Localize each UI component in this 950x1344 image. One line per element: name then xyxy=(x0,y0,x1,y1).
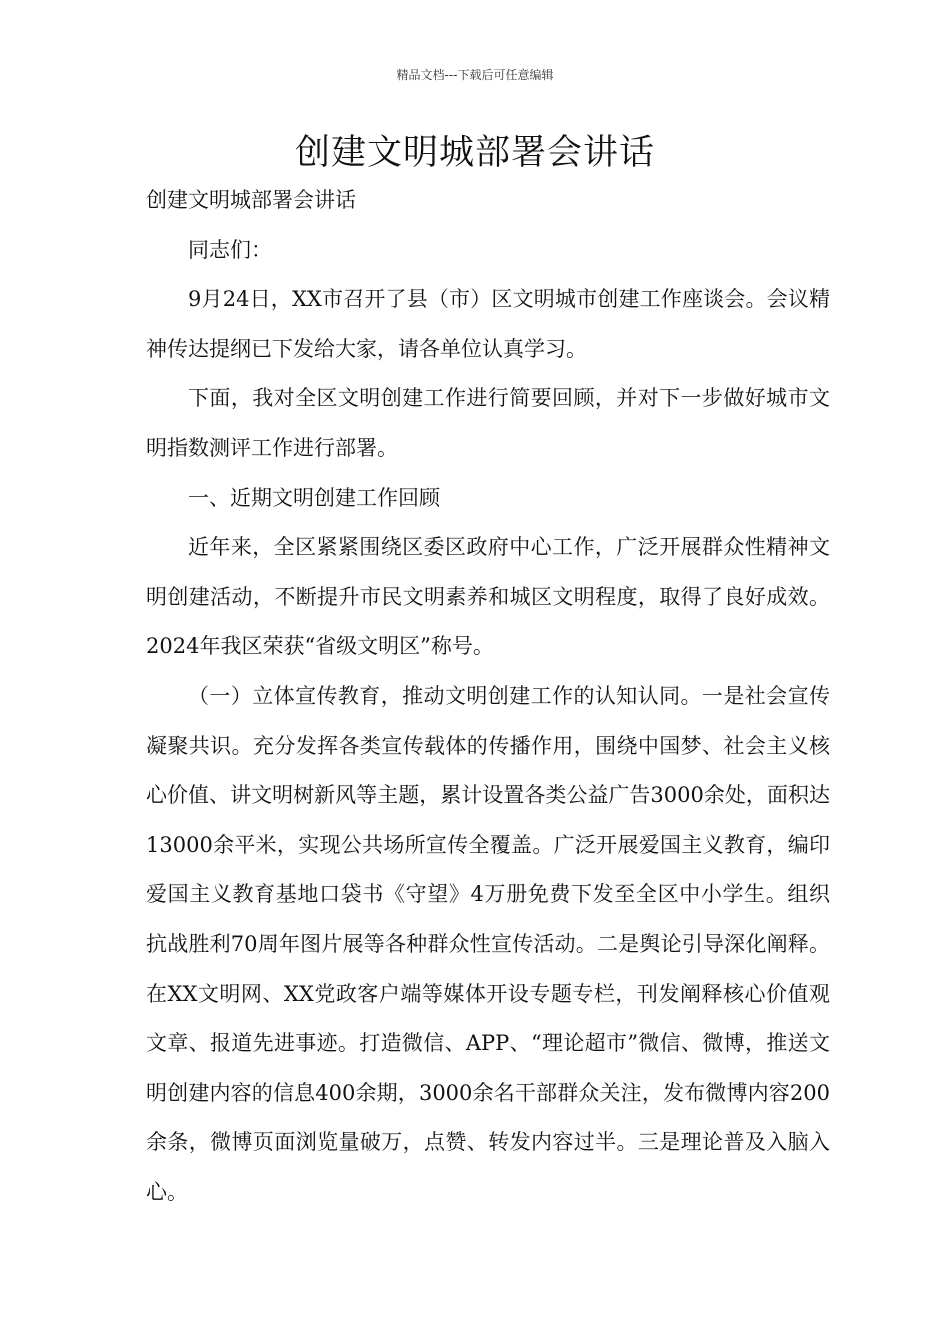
document-body xyxy=(146,176,830,1217)
paragraph: （一）立体宣传教育，推动文明创建工作的认知认同。一是社会宣传凝聚共识。充分发挥各类宣传载体的传播作用，围绕中国梦、社会主义核心价值、讲文明树新风等主题，累计设置各类公益广告3000余处，面积达13000余平米，实现公共场所宣传全覆盖。广泛开展爱国主义教育，编印爱国主义教育基地口袋书《守望》4万册免费下发至全区中小学生。组织抗战胜利70周年图片展等各种群众性宣传活动。二是舆论引导深化阐释。在XX文明网、XX党政客户端等媒体开设专题专栏，刊发阐释核心价值观文章、报道先进事迹。打造微信、APP、“理论超市”微信、微博，推送文明创建内容的信息400余期，3000余名干部群众关注，发布微博内容200余条，微博页面浏览量破万，点赞、转发内容过半。三是理论普及入脑入心。 xyxy=(146,683,830,1204)
paragraph-salutation: 同志们： xyxy=(188,237,272,262)
paragraph: 近年来，全区紧紧围绕区委区政府中心工作，广泛开展群众性精神文明创建活动，不断提升市民文明素养和城区文明程度，取得了良好成效。2024年我区荣获“省级文明区”称号。 xyxy=(146,535,830,659)
paragraph: 9月24日，XX市召开了县（市）区文明城市创建工作座谈会。会议精神传达提纲已下发给大家，请各单位认真学习。 xyxy=(146,287,830,361)
document-title: 创建文明城部署会讲话 xyxy=(294,133,655,173)
section-heading: 一、近期文明创建工作回顾 xyxy=(188,485,440,510)
paragraph: 下面，我对全区文明创建工作进行简要回顾，并对下一步做好城市文明指数测评工作进行部署。 xyxy=(146,386,830,460)
page-header-note: 精品文档---下载后可任意编辑 xyxy=(396,68,554,82)
paragraph-subtitle: 创建文明城部署会讲话 xyxy=(146,188,356,212)
